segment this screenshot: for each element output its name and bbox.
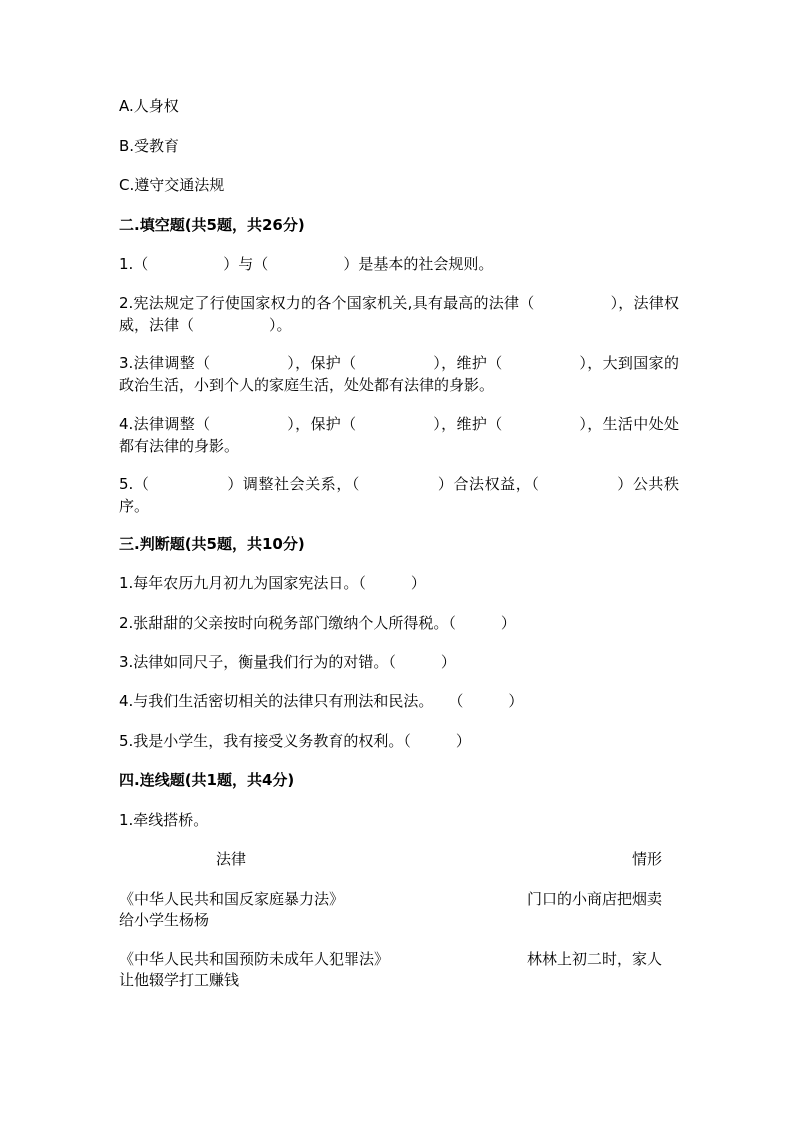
law-item-1: 《中华人民共和国反家庭暴力法》 bbox=[119, 890, 345, 908]
case-item-1-line2: 给小学生杨杨 bbox=[119, 911, 210, 929]
section-matching-title: 四.连线题(共1题，共4分) bbox=[119, 771, 295, 789]
case-item-2-line2: 让他辍学打工赚钱 bbox=[119, 971, 240, 989]
case-item-2-line1: 林林上初二时，家人 bbox=[527, 950, 663, 968]
fill-question-5: 5.（ ）调整社会关系，（ ）合法权益，（ ）公共秩序。 bbox=[119, 475, 679, 515]
option-c: C.遵守交通法规 bbox=[119, 176, 225, 194]
law-item-2: 《中华人民共和国预防未成年人犯罪法》 bbox=[119, 950, 390, 968]
option-b: B.受教育 bbox=[119, 137, 180, 155]
judgment-question-2: 2.张甜甜的父亲按时向税务部门缴纳个人所得税。（ ） bbox=[119, 614, 516, 632]
fill-question-1: 1.（ ）与（ ）是基本的社会规则。 bbox=[119, 255, 494, 273]
section-judgment-title: 三.判断题(共5题，共10分) bbox=[119, 535, 305, 553]
matching-question-1: 1.牵线搭桥。 bbox=[119, 811, 209, 829]
column-header-law: 法律 bbox=[216, 850, 247, 868]
fill-question-3: 3.法律调整（ ），保护（ ），维护（ ），大到国家的政治生活，小到个人的家庭生活，处处都有法律的身影。 bbox=[119, 354, 679, 394]
judgment-question-3: 3.法律如同尺子，衡量我们行为的对错。（ ） bbox=[119, 653, 456, 671]
judgment-question-1: 1.每年农历九月初九为国家宪法日。（ ） bbox=[119, 574, 426, 592]
column-header-case: 情形 bbox=[632, 850, 663, 868]
fill-question-2: 2.宪法规定了行使国家权力的各个国家机关,具有最高的法律（ ），法律权威，法律（ ）。 bbox=[119, 294, 679, 334]
fill-question-4: 4.法律调整（ ），保护（ ），维护（ ），生活中处处都有法律的身影。 bbox=[119, 415, 679, 455]
case-item-1-line1: 门口的小商店把烟卖 bbox=[527, 890, 663, 908]
judgment-question-4: 4.与我们生活密切相关的法律只有刑法和民法。 （ ） bbox=[119, 692, 524, 710]
judgment-question-5: 5.我是小学生，我有接受义务教育的权利。（ ） bbox=[119, 732, 471, 750]
section-fill-blank-title: 二.填空题(共5题，共26分) bbox=[119, 216, 305, 234]
option-a: A.人身权 bbox=[119, 97, 179, 115]
